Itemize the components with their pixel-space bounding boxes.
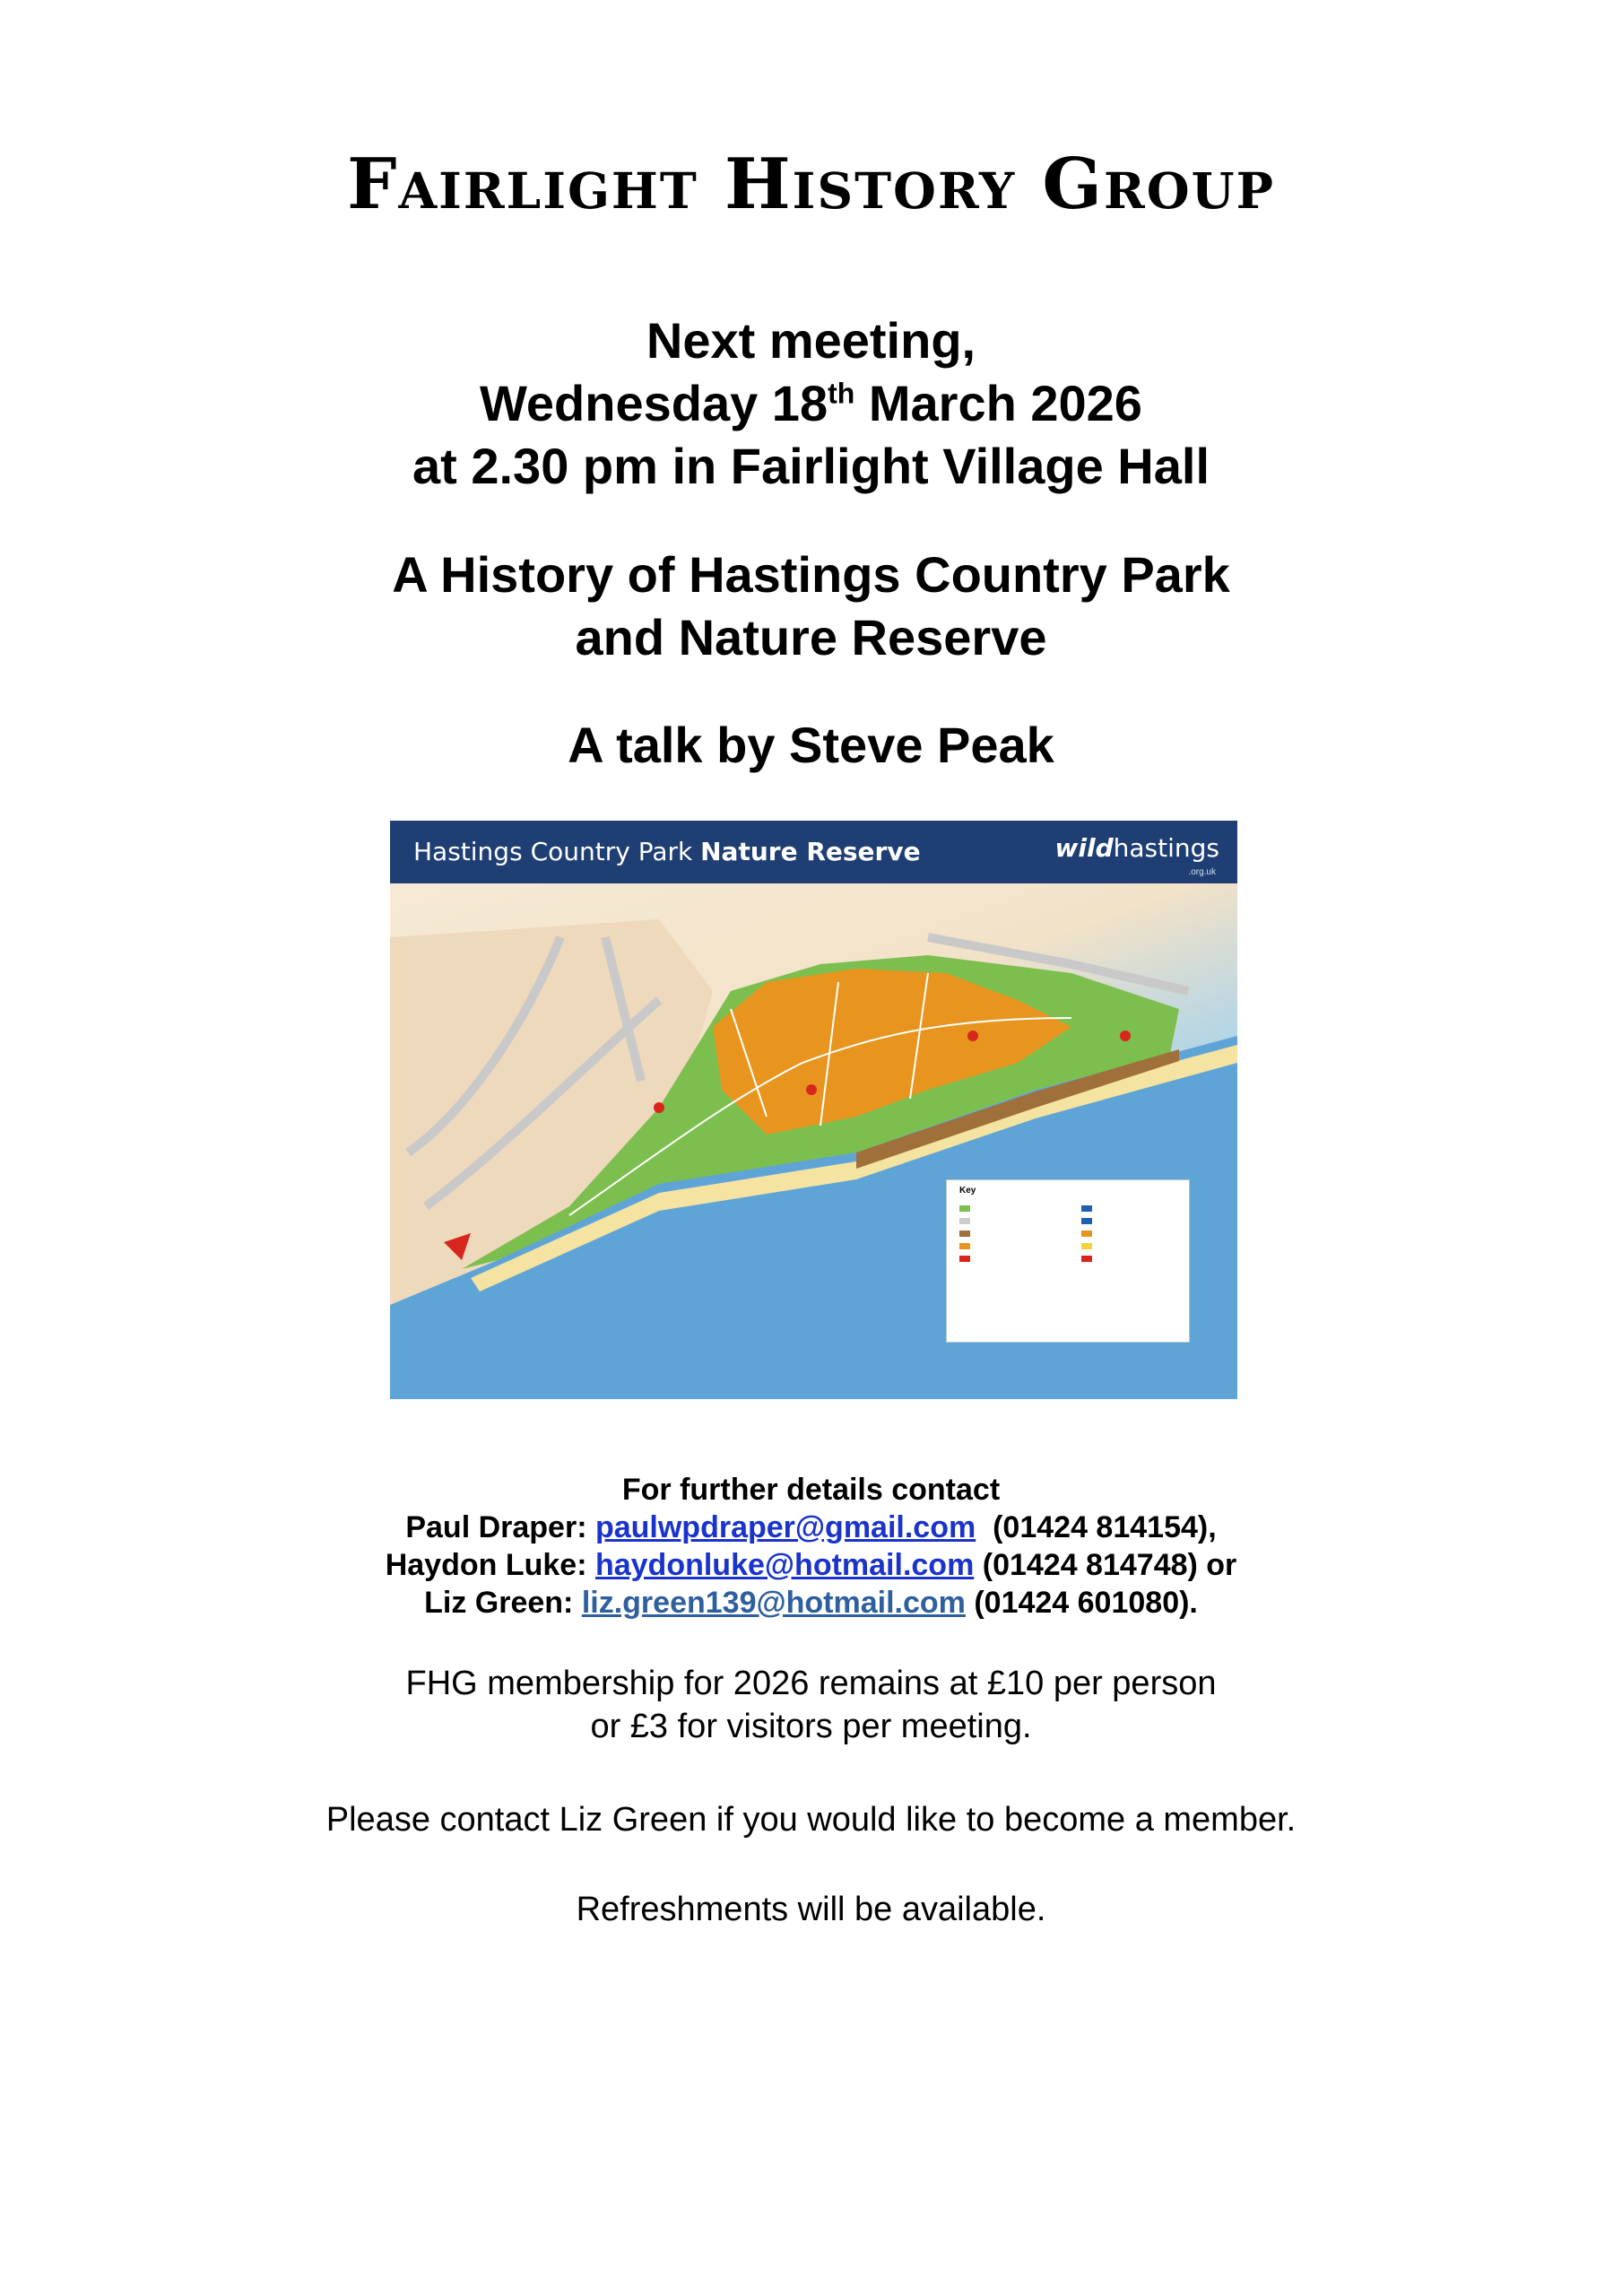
email-link[interactable]: haydonluke@hotmail.com [594, 1548, 975, 1582]
wildhastings-logo-sub: .org.uk [1188, 867, 1216, 877]
access-point-marker [967, 1031, 978, 1041]
park-map-image [390, 821, 1237, 1399]
map-key-title: Key [959, 1186, 976, 1196]
contact-row: Paul Draper: paulwpdraper@gmail.com (01424 814154), [405, 1510, 1217, 1544]
key-swatch [959, 1205, 970, 1212]
contact-heading: For further details contact [621, 1473, 1001, 1507]
map-key-column [959, 1202, 970, 1265]
access-point-marker [806, 1084, 817, 1095]
page-title: Fairlight History Group [347, 144, 1275, 225]
map-key-column [1081, 1202, 1092, 1265]
refreshments-note: Refreshments will be available. [576, 1891, 1046, 1928]
key-swatch [1081, 1243, 1092, 1249]
key-swatch [959, 1243, 970, 1249]
meeting-time-venue: at 2.30 pm in Fairlight Village Hall [412, 438, 1210, 494]
contact-details [0, 1471, 1622, 1622]
meeting-details [0, 309, 1622, 498]
key-swatch [959, 1231, 970, 1237]
key-swatch [1081, 1256, 1092, 1262]
contact-row: Haydon Luke: haydonluke@hotmail.com (01424 814748) or [385, 1548, 1237, 1582]
meeting-date: Wednesday 18th March 2026 [480, 375, 1142, 431]
talk-speaker: A talk by Steve Peak [568, 717, 1054, 773]
meeting-heading: Next meeting, [646, 312, 976, 369]
key-swatch [1081, 1205, 1092, 1212]
access-point-marker [1120, 1031, 1131, 1041]
key-swatch [1081, 1218, 1092, 1224]
membership-info: FHG membership for 2026 remains at £10 per person or £3 for visitors per meeting. [405, 1665, 1217, 1745]
map-header [390, 821, 1237, 883]
talk-title: A History of Hastings Country Park and Nature Reserve [392, 546, 1230, 665]
key-swatch [959, 1218, 970, 1224]
access-point-marker [654, 1102, 664, 1113]
map-title: Hastings Country Park Nature Reserve [413, 837, 921, 866]
key-swatch [1081, 1231, 1092, 1237]
email-link[interactable]: paulwpdraper@gmail.com [594, 1510, 976, 1544]
contact-row: Liz Green: liz.green139@hotmail.com (01424 601080). [424, 1586, 1198, 1620]
email-link[interactable]: liz.green139@hotmail.com [581, 1586, 966, 1620]
become-member-note: Please contact Liz Green if you would like to become a member. [325, 1801, 1297, 1839]
key-swatch [959, 1256, 970, 1262]
wildhastings-logo: wildhastings [1054, 833, 1219, 863]
map-key [946, 1179, 1190, 1343]
